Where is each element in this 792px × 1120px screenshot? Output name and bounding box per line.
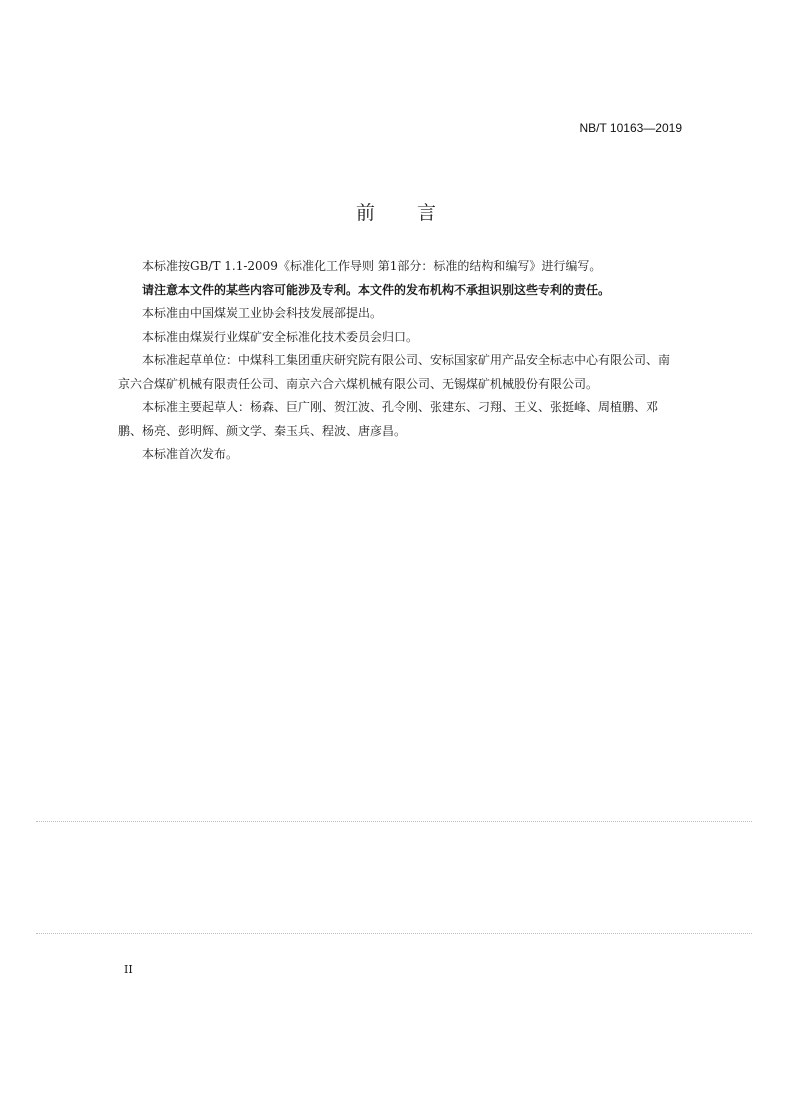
foreword-body <box>118 255 678 467</box>
paragraph-proposer: 本标准由中国煤炭工业协会科技发展部提出。 <box>142 306 383 320</box>
paragraph-first-release: 本标准首次发布。 <box>142 447 239 461</box>
page-title: 前 言 <box>355 202 455 224</box>
paragraph-drafters: 本标准主要起草人：杨森、巨广刚、贺江波、孔令刚、张建东、刁翔、王义、张挺峰、周植鹏、邓鹏、杨亮、彭明辉、颜文学、秦玉兵、程波、唐彦昌。 <box>118 400 659 438</box>
paragraph-drafting-units: 本标准起草单位：中煤科工集团重庆研究院有限公司、安标国家矿用产品安全标志中心有限公司、南京六合煤矿机械有限责任公司、南京六合六煤机械有限公司、无锡煤矿机械股份有限公司。 <box>118 353 671 391</box>
standard-code: NB/T 10163—2019 <box>579 121 682 135</box>
page-number: II <box>124 963 133 976</box>
paragraph-technical-committee: 本标准由煤炭行业煤矿安全标准化技术委员会归口。 <box>142 329 419 344</box>
dotted-divider <box>36 933 752 934</box>
paragraph-patent-notice: 请注意本文件的某些内容可能涉及专利。本文件的发布机构不承担识别这些专利的责任。 <box>142 282 611 297</box>
paragraph-drafting-rule: 本标准按GB/T 1.1-2009《标准化工作导则 第1部分：标准的结构和编写》进行编写。 <box>142 259 602 273</box>
dotted-divider <box>36 821 752 822</box>
